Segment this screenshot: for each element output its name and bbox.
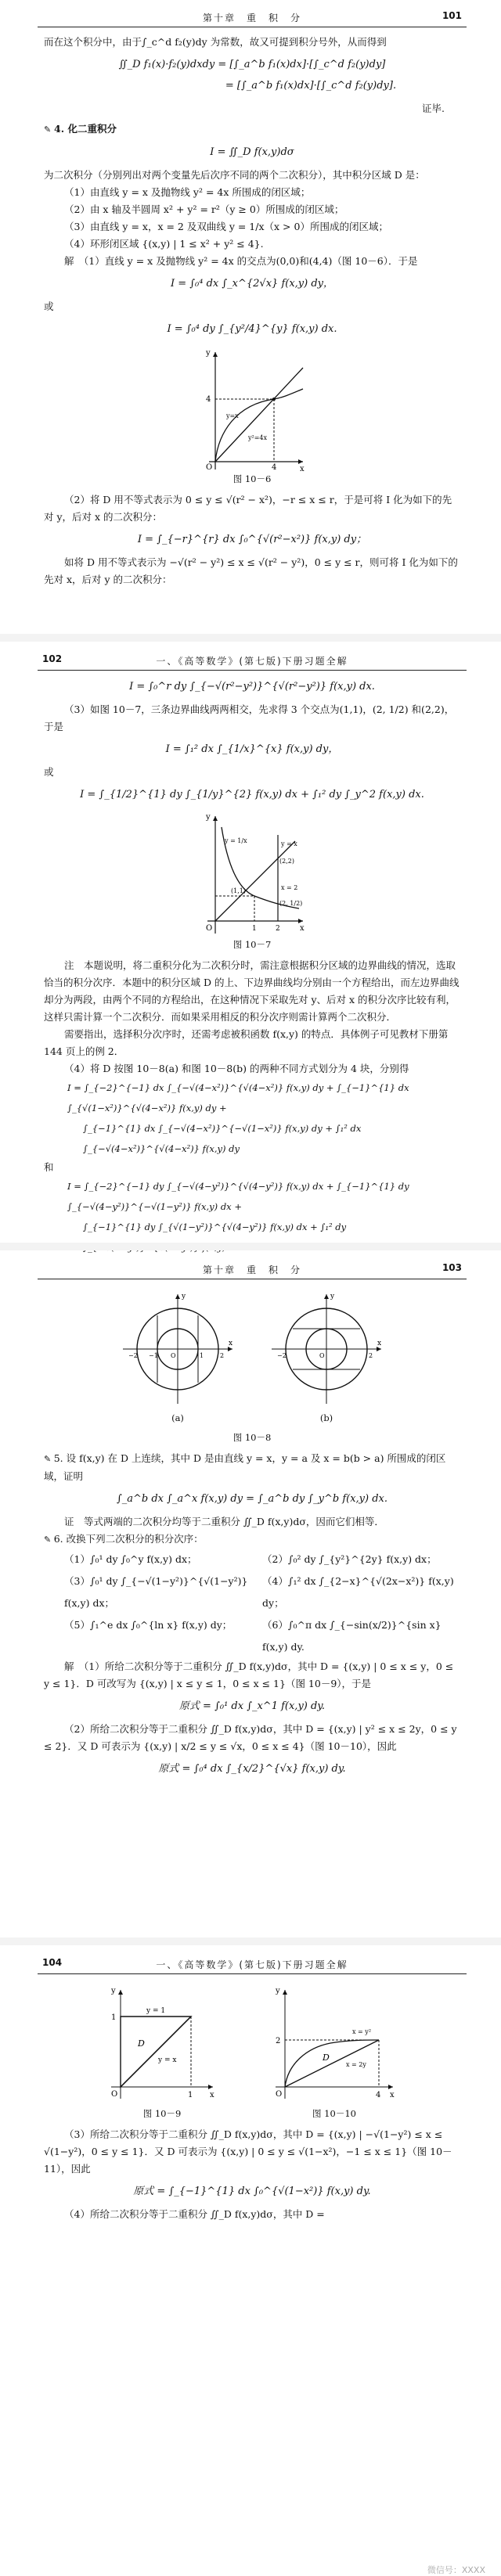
point-label: (2,2) xyxy=(279,858,294,865)
figure-10-9 xyxy=(103,1985,221,2126)
region-diagram xyxy=(193,811,311,937)
list-item: （2）由 x 轴及半圆周 x² + y² = r²（y ≥ 0）所围成的闭区域； xyxy=(64,203,344,215)
curve-label: y = x xyxy=(281,840,297,847)
equation: I = ∫₁² dx ∫_{1/x}^{x} f(x,y) dy， xyxy=(165,743,339,755)
bookmark-icon: ✎ xyxy=(44,1534,54,1545)
equation: = [∫_a^b f₁(x)dx]·[∫_c^d f₂(y)dy]. xyxy=(225,80,397,92)
curve-label: y=x xyxy=(226,412,239,419)
axis-label: x xyxy=(210,2091,214,2099)
paragraph: 为二次积分（分别列出对两个变量先后次序不同的两个二次积分），其中积分区域 D 是： xyxy=(44,169,425,181)
page-number: 104 xyxy=(42,1957,63,1968)
axis-label: x xyxy=(377,1340,382,1347)
note-paragraph: 注 本题说明，将二重积分化为二次积分时，需注意根据积分区域的边界曲线的情况，选取恰当的积分次序．本题中的积分区域 D 的上、下边界曲线均分别由一个方程给出，而左边界曲线却分为两段，由两个不同的方程给出，在这种情况下采取先对 y、后对 x 的积分次序比较有利，这样只需计算一个二次积分．而如果采用相反的积分次序则需计算两个二次积分． xyxy=(44,959,460,1023)
and-label: 和 xyxy=(44,1161,54,1173)
watermark: 微信号：XXXX xyxy=(427,2565,485,2575)
equation: I = ∫_{−2}^{−1} dx ∫_{−√(4−x²)}^{√(4−x²)} f(x,y) dy + ∫_{−1}^{1} dx ∫_{√(1−x²)}^{√(4−x²)} f(x,y) dy + xyxy=(67,1082,409,1114)
region-label: D xyxy=(138,2038,145,2049)
figure-10-8 xyxy=(44,1290,460,1430)
paragraph: 证 等式两端的二次积分均等于二重积分 ∬_D f(x,y)dσ，因而它们相等． xyxy=(64,1516,384,1527)
list-item: （3）由直线 y = x，x = 2 及双曲线 y = 1/x（x > 0）所围成的闭区域； xyxy=(64,221,388,232)
tick-label: 2 xyxy=(276,2037,281,2045)
equation: 原式 = ∫₀⁴ dx ∫_{x/2}^{√x} f(x,y) dy. xyxy=(158,1763,346,1775)
note-paragraph: 需要指出，选择积分次序时，还需考虑被积函数 f(x,y) 的特点．具体例子可见教材下册第 144 页上的例 2． xyxy=(44,1028,449,1057)
equation: ∫_{−1}^{1} dy ∫_{√(1−y²)}^{√(4−y²)} f(x,y) dx + ∫₁² dy xyxy=(83,1221,347,1232)
tick-label: 1 xyxy=(200,1352,204,1359)
origin-label: O xyxy=(276,2090,283,2099)
tick-label: 4 xyxy=(272,463,277,471)
axis-label: y xyxy=(206,349,211,358)
question-5: ✎ 5. 设 f(x,y) 在 D 上连续，其中 D 是由直线 y = x，y = a 及 x = b(b > a) 所围成的闭区域，证明 xyxy=(44,1452,446,1482)
equation: I = ∫₀⁴ dx ∫_x^{2√x} f(x,y) dy， xyxy=(170,278,334,290)
list-item: （4）环形闭区域 {(x,y) | 1 ≤ x² + y² ≤ 4}. xyxy=(64,238,264,250)
origin-label: O xyxy=(171,1352,176,1359)
curve-label: y²=4x xyxy=(248,434,268,441)
equation: 原式 = ∫_{−1}^{1} dx ∫₀^{√(1−x²)} f(x,y) dy. xyxy=(133,2186,371,2197)
equation: I = ∫₀^r dy ∫_{−√(r²−y²)}^{√(r²−y²)} f(x,y) dx. xyxy=(129,681,375,693)
page-header xyxy=(38,1252,467,1279)
tick-label: 2 xyxy=(369,1352,373,1359)
list-item: （4）∫₁² dx ∫_{2−x}^{√(2x−x²)} f(x,y) dy； xyxy=(262,1575,454,1609)
axis-label: y xyxy=(111,1987,116,1995)
page-header xyxy=(38,1947,467,1974)
page-separator xyxy=(0,1937,501,1945)
exercise-list xyxy=(44,1549,460,1658)
region-diagram xyxy=(103,1985,221,2103)
question-6: ✎ 6. 改换下列二次积分的积分次序： xyxy=(44,1533,204,1545)
paragraph: 如将 D 用不等式表示为 −√(r² − y²) ≤ x ≤ √(r² − y²)，0 ≤ y ≤ r，则可将 I 化为如下的先对 x，后对 y 的二次积分： xyxy=(44,556,458,585)
axis-label: x xyxy=(229,1340,233,1347)
tick-label: −1 xyxy=(149,1352,158,1359)
bookmark-icon: ✎ xyxy=(44,124,55,135)
list-item: （5）∫₁^e dx ∫₀^{ln x} f(x,y) dy； xyxy=(64,1619,232,1631)
chapter-title: 第十章 重 积 分 xyxy=(202,1265,301,1275)
tick-label: 1 xyxy=(252,925,257,933)
page-number: 103 xyxy=(442,1262,462,1273)
paragraph: 而在这个积分中，由于∫_c^d f₂(y)dy 为常数，故又可提到积分号外，从而得到 xyxy=(44,36,387,48)
figure-caption: 图 10－9 xyxy=(142,2108,182,2119)
region-diagram xyxy=(193,346,311,471)
paragraph: （4）将 D 按图 10－8(a) 和图 10－8(b) 的两种不同方式划分为 4 块，分别得 xyxy=(64,1063,409,1074)
list-item: （6）∫₀^π dx ∫_{−sin(x/2)}^{sin x} f(x,y) dy. xyxy=(262,1619,442,1653)
page-101 xyxy=(0,0,501,626)
tick-label: 1 xyxy=(111,2013,117,2022)
tick-label: −2 xyxy=(128,1352,138,1359)
tick-label: 1 xyxy=(188,2091,193,2099)
tick-label: 2 xyxy=(220,1352,225,1359)
origin-label: O xyxy=(206,463,213,471)
equation: ∫_{−1}^{1} dx ∫_{−√(4−x²)}^{−√(1−x²)} f(x,y) dy + ∫₁² dx ∫_{−√(4−x²)}^{√(4−x²)} f(x,y) dy xyxy=(83,1123,362,1154)
equation: I = ∫₀⁴ dy ∫_{y²/4}^{y} f(x,y) dx. xyxy=(167,323,337,335)
page-number: 102 xyxy=(42,653,63,664)
paragraph: （3）如图 10－7，三条边界曲线两两相交，先求得 3 个交点为(1,1)，(2, 1/2) 和(2,2)，于是 xyxy=(44,703,455,732)
curve-label: x = y² xyxy=(352,2028,372,2035)
book-title: 一、《高等数学》(第七版)下册习题全解 xyxy=(156,1959,348,1970)
proof-end: 证毕. xyxy=(422,103,445,114)
paragraph: 解 （1）直线 y = x 及抛物线 y² = 4x 的交点为(0,0)和(4,4)（图 10－6）．于是 xyxy=(64,255,418,267)
equation: I = ∫_{−2}^{−1} dy ∫_{−√(4−y²)}^{√(4−y²)} f(x,y) dx + ∫_{−1}^{1} dy ∫_{−√(4−y²)}^{−√(1−y²)} f(x,y) dx + xyxy=(67,1181,409,1212)
axis-label: y xyxy=(206,813,211,822)
annulus-diagram-b xyxy=(268,1290,385,1408)
figure-caption: 图 10－6 xyxy=(232,473,272,484)
page-header xyxy=(38,643,467,671)
tick-label: −2 xyxy=(277,1352,287,1359)
paragraph: （4）所给二次积分等于二重积分 ∬_D f(x,y)dσ，其中 D = xyxy=(64,2208,325,2220)
list-item: （1）∫₀¹ dy ∫₀^y f(x,y) dx； xyxy=(64,1553,197,1565)
or-label: 或 xyxy=(44,300,54,312)
axis-label: y xyxy=(330,1293,335,1301)
bookmark-icon: ✎ xyxy=(44,1454,54,1464)
origin-label: O xyxy=(111,2090,118,2099)
or-label: 或 xyxy=(44,766,54,778)
page-number: 101 xyxy=(442,10,462,21)
figure-row xyxy=(44,1985,460,2126)
page-separator xyxy=(0,1243,501,1250)
page-separator xyxy=(0,634,501,642)
page-102 xyxy=(0,643,501,1238)
equation: 原式 = ∫₀¹ dx ∫_x^1 f(x,y) dy. xyxy=(178,1700,326,1712)
figure-10-10 xyxy=(268,1985,401,2126)
axis-label: y xyxy=(182,1293,186,1301)
figure-caption: 图 10－7 xyxy=(232,939,272,950)
line-label: x = 2y xyxy=(346,2061,366,2068)
tick-label: 2 xyxy=(276,925,280,933)
axis-label: x xyxy=(390,2091,395,2099)
region-diagram xyxy=(268,1985,401,2103)
equation: I = ∫_{−r}^{r} dx ∫₀^{√(r²−x²)} f(x,y) dy； xyxy=(137,534,367,545)
list-item: （2）∫₀² dy ∫_{y²}^{2y} f(x,y) dx； xyxy=(262,1553,437,1565)
paragraph: 解 （1）所给二次积分等于二重积分 ∬_D f(x,y)dσ，其中 D = {(x,y) | 0 ≤ x ≤ y，0 ≤ y ≤ 1}．D 可改写为 {(x,y) | x ≤ y ≤ 1，0 ≤ x ≤ 1}（图 10－9），于是 xyxy=(44,1660,454,1689)
origin-label: O xyxy=(319,1352,325,1359)
region-label: D xyxy=(323,2053,330,2063)
figure-10-8b xyxy=(268,1290,385,1430)
book-title: 一、《高等数学》(第七版)下册习题全解 xyxy=(156,656,348,667)
axis-label: x xyxy=(300,924,305,933)
equation: I = ∬_D f(x,y)dσ xyxy=(210,146,294,158)
line-label: x = 2 xyxy=(281,884,298,891)
curve-label: y = 1/x xyxy=(225,837,247,844)
subfigure-label: (a) xyxy=(171,1412,184,1423)
question-title: ✎ 4. 化二重积分 xyxy=(44,123,117,135)
point-label: (2, 1/2) xyxy=(279,900,303,907)
page-103 xyxy=(0,1252,501,1941)
figure-10-8a xyxy=(119,1290,236,1430)
point-label: (1,1) xyxy=(231,887,246,894)
tick-label: 4 xyxy=(206,395,211,404)
axis-label: x xyxy=(300,465,305,471)
figure-caption: 图 10－8 xyxy=(232,1432,272,1443)
page-header xyxy=(38,0,467,27)
line-label: y = 1 xyxy=(146,2007,166,2015)
figure-caption: 图 10－10 xyxy=(312,2108,356,2119)
list-item: （1）由直线 y = x 及抛物线 y² = 4x 所围成的闭区域； xyxy=(64,186,311,198)
paragraph: （2）将 D 用不等式表示为 0 ≤ y ≤ √(r² − x²)，−r ≤ x ≤ r，于是可将 I 化为如下的先对 y，后对 x 的二次积分： xyxy=(44,494,452,523)
paragraph: （3）所给二次积分等于二重积分 ∬_D f(x,y)dσ，其中 D = {(x,y) | −√(1−y²) ≤ x ≤ √(1−y²)，0 ≤ y ≤ 1}．又 D 可表示为 {(x,y) | 0 ≤ y ≤ √(1−x²)，−1 ≤ x ≤ 1}（图 10－11），因此 xyxy=(44,2128,452,2175)
list-item: （3）∫₀¹ dy ∫_{−√(1−y²)}^{√(1−y²)} f(x,y) dx； xyxy=(64,1575,248,1609)
paragraph: （2）所给二次积分等于二重积分 ∬_D f(x,y)dσ，其中 D = {(x,y) | y² ≤ x ≤ 2y，0 ≤ y ≤ 2}．又 D 可表示为 {(x,y) | x/2 ≤ y ≤ √x，0 ≤ x ≤ 4}（图 10－10），因此 xyxy=(44,1723,457,1752)
equation: ∬_D f₁(x)·f₂(y)dxdy = [∫_a^b f₁(x)dx]·[∫_c^d f₂(y)dy] xyxy=(118,59,386,70)
tick-label: 4 xyxy=(376,2091,381,2099)
line-label: y = x xyxy=(158,2056,177,2064)
annulus-diagram-a xyxy=(119,1290,236,1408)
subfigure-label: (b) xyxy=(319,1412,333,1423)
equation: ∫_a^b dx ∫_a^x f(x,y) dy = ∫_a^b dy ∫_y^b f(x,y) dx. xyxy=(116,1493,388,1505)
axis-label: y xyxy=(276,1987,280,1995)
origin-label: O xyxy=(206,924,213,933)
equation: I = ∫_{1/2}^{1} dy ∫_{1/y}^{2} f(x,y) dx + ∫₁² dy ∫_y^2 f(x,y) dx. xyxy=(80,789,424,801)
figure-10-6 xyxy=(44,346,460,471)
chapter-title: 第十章 重 积 分 xyxy=(202,13,301,23)
figure-10-7 xyxy=(44,811,460,937)
page-104 xyxy=(0,1947,501,2576)
